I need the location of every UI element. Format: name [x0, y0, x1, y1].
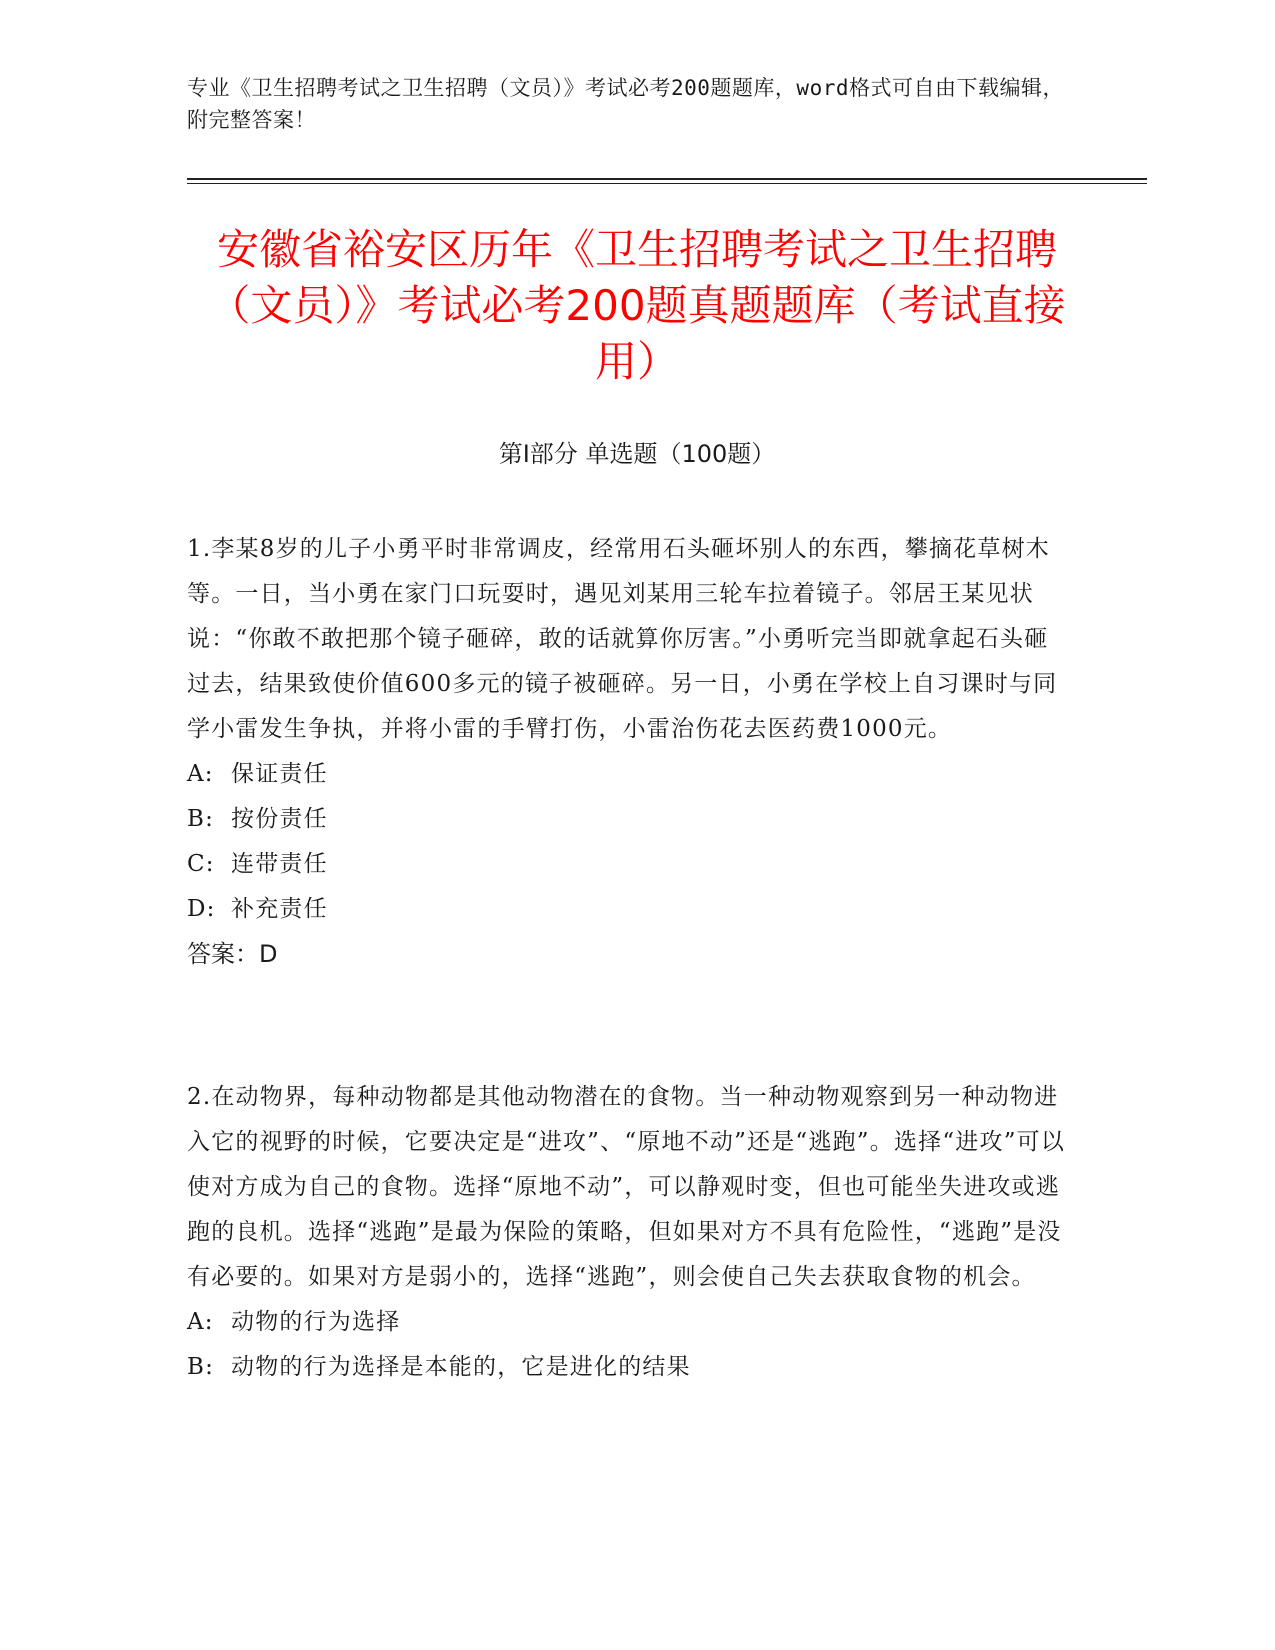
question-2: [187, 1075, 1067, 1390]
option-d: [187, 887, 1067, 932]
header-divider-thick: [187, 178, 1147, 180]
header-divider-thin: [187, 183, 1147, 184]
option-letter: A:: [187, 761, 214, 787]
question-text: 2.在动物界，每种动物都是其他动物潜在的食物。当一种动物观察到另一种动物进入它的视野的时候，它要决定是“进攻”、“原地不动”还是“逃跑”。选择“进攻”可以使对方成为自己的食物。选择“原地不动”，可以静观时变，但也可能坐失进攻或逃跑的良机。选择“逃跑”是最为保险的策略，但如果对方不具有危险性，“逃跑”是没有必要的。如果对方是弱小的，选择“逃跑”，则会使自己失去获取食物的机会。: [187, 1084, 1066, 1290]
option-letter: B:: [187, 806, 215, 832]
option-a: [187, 1300, 1067, 1345]
option-letter: D:: [187, 896, 216, 922]
option-text: 动物的行为选择: [231, 1309, 401, 1335]
option-b: [187, 1345, 1067, 1390]
option-c: [187, 842, 1067, 887]
answer-label: 答案：D: [187, 940, 278, 968]
option-text: 连带责任: [231, 851, 328, 877]
header-note: 专业《卫生招聘考试之卫生招聘（文员）》考试必考200题题库，word格式可自由下载编辑，附完整答案！: [187, 76, 1064, 132]
option-text: 动物的行为选择是本能的，它是进化的结果: [231, 1354, 691, 1380]
option-letter: B:: [187, 1354, 215, 1380]
question-1: [187, 527, 1067, 977]
option-letter: C:: [187, 851, 215, 877]
question-text: 1.李某8岁的儿子小勇平时非常调皮，经常用石头砸坏别人的东西，攀摘花草树木等。一日，当小勇在家门口玩耍时，遇见刘某用三轮车拉着镜子。邻居王某见状说：“你敢不敢把那个镜子砸碎，敢的话就算你厉害。”小勇听完当即就拿起石头砸过去，结果致使价值600多元的镜子被砸碎。另一日，小勇在学校上自习课时与同学小雷发生争执，并将小雷的手臂打伤，小雷治伤花去医药费1000元。: [187, 536, 1058, 742]
option-text: 保证责任: [231, 761, 328, 787]
option-a: [187, 752, 1067, 797]
document-title: 安徽省裕安区历年《卫生招聘考试之卫生招聘（文员）》考试必考200题真题题库（考试直接用）: [208, 225, 1066, 386]
option-b: [187, 797, 1067, 842]
option-text: 按份责任: [231, 806, 328, 832]
option-text: 补充责任: [231, 896, 328, 922]
section-heading: 第Ⅰ部分 单选题（100题）: [498, 440, 776, 468]
option-letter: A:: [187, 1309, 214, 1335]
